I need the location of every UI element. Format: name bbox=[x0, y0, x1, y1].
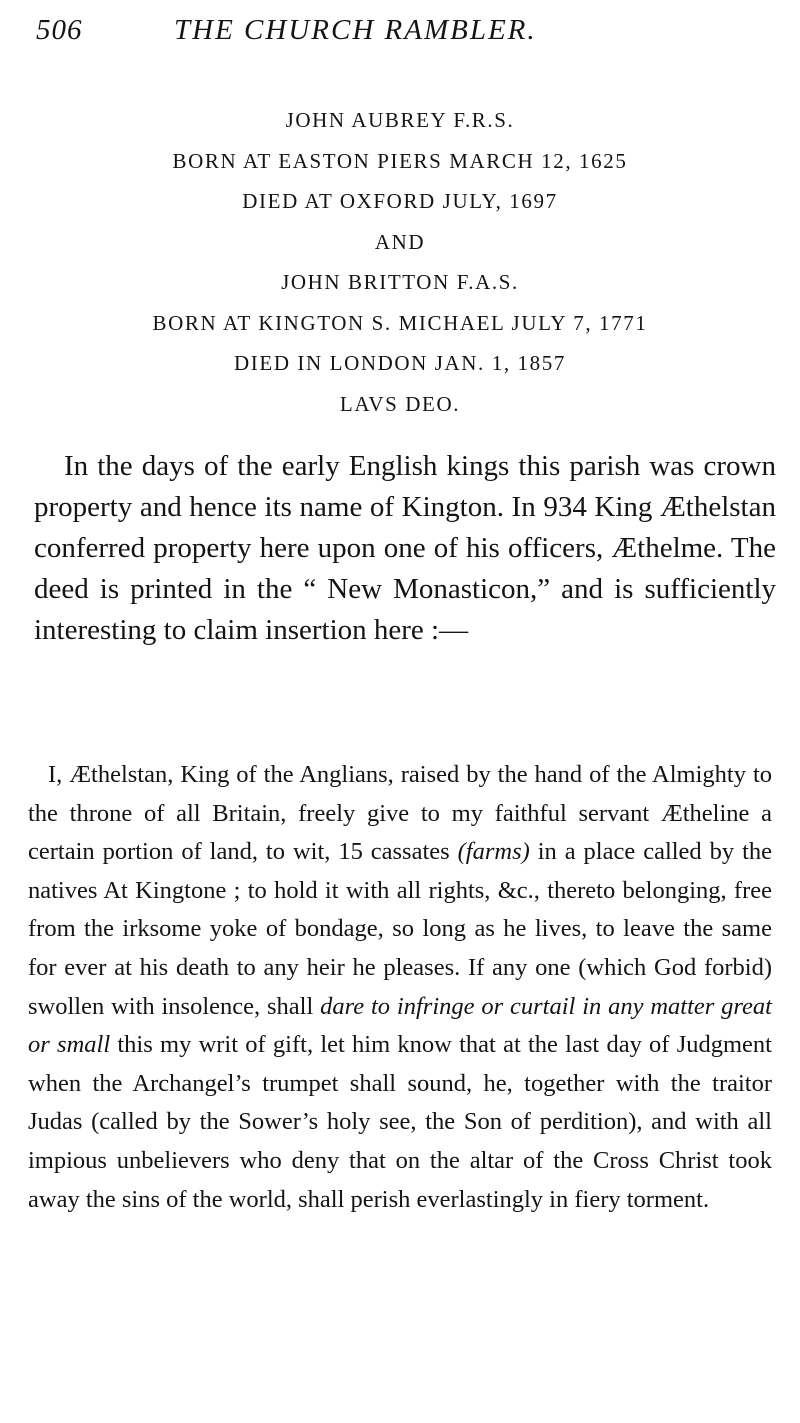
inscription-line: BORN AT EASTON PIERS MARCH 12, 1625 bbox=[172, 148, 628, 173]
inscription-line: JOHN AUBREY F.R.S. bbox=[285, 108, 515, 132]
inscription-line: DIED IN LONDON JAN. 1, 1857 bbox=[234, 351, 566, 375]
deed-text-part1: I, Æthelstan, King of the Anglians, raised by the hand of the Almighty to the throne of all Britain, freely give to my faithful servant Ætheline a certain portion of land, to wit, 15 cassates bbox=[28, 761, 772, 866]
deed-text-part2: in a place called by the natives At Kingtone ; to hold it with all rights, &c., thereto belonging, free from the irksome yoke of bondage, so long as he lives, to leave the same for ever at his death to any heir he pleases. If any one (which God forbid) swollen with insolence, shall bbox=[28, 838, 773, 1020]
memorial-inscription bbox=[0, 100, 800, 424]
inscription-line: JOHN BRITTON F.A.S. bbox=[281, 270, 519, 294]
inscription-line: LAVS DEO. bbox=[339, 391, 461, 416]
deed-section bbox=[28, 756, 772, 1219]
deed-farms-gloss: (farms) bbox=[457, 838, 530, 866]
deed-paragraph bbox=[28, 756, 772, 1219]
deed-italic-clause: dare to infringe or curtail in any matter great or small bbox=[28, 992, 772, 1059]
running-head: THE CHURCH RAMBLER. bbox=[174, 14, 537, 46]
inscription-line: DIED AT OXFORD JULY, 1697 bbox=[242, 189, 558, 213]
intro-paragraph: In the days of the early English kings this parish was crown property and hence its name of Kington. In 934 King Æthelstan conferred property here upon one of his officers, Æthelme. The deed is printed in the “ New Monasticon,” and is sufficiently interesting to claim insertion here :— bbox=[34, 450, 776, 646]
inscription-line: AND bbox=[374, 229, 426, 254]
inscription-line: BORN AT KINGTON S. MICHAEL JULY 7, 1771 bbox=[152, 310, 648, 335]
page-header bbox=[36, 14, 760, 58]
page-number: 506 bbox=[36, 14, 83, 46]
deed-text-part3: this my writ of gift, let him know that at the last day of Judgment when the Archangel’s trumpet shall sound, he, together with the traitor Judas (called by the Sower’s holy see, the Son of perdition), and with all impious unbelievers who deny that on the altar of the Cross Christ took away the sins of the world, shall perish everlastingly in fiery torment. bbox=[28, 1031, 772, 1213]
intro-section bbox=[34, 446, 776, 651]
